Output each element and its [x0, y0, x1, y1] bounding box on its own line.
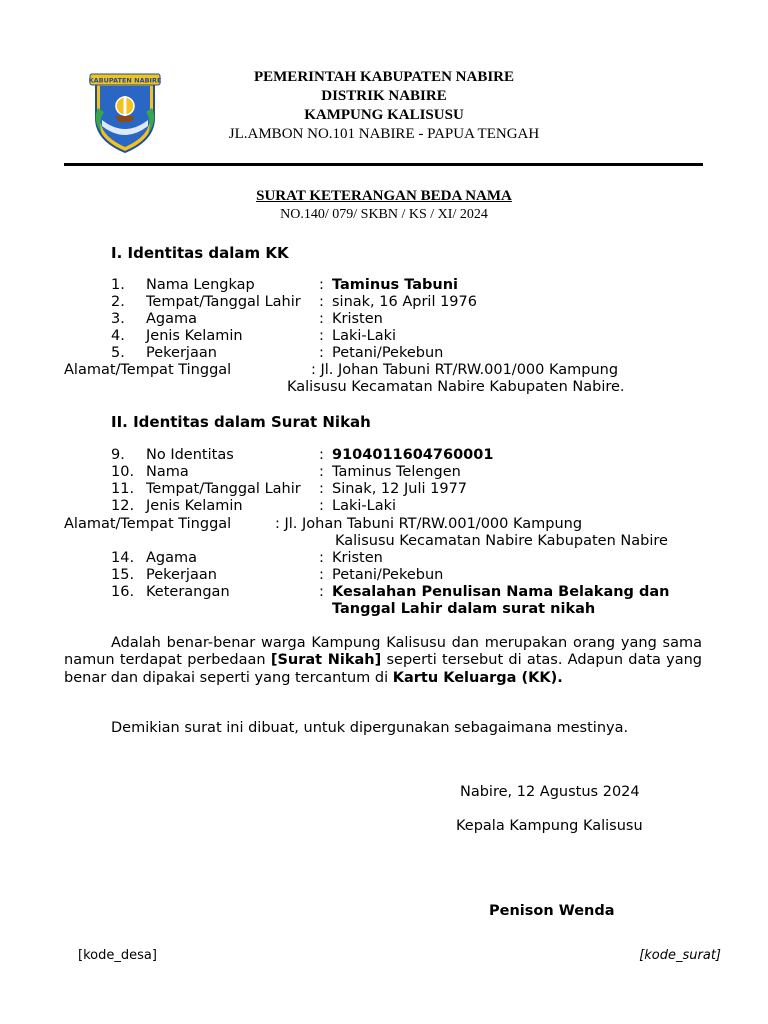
closing-paragraph: Demikian surat ini dibuat, untuk dipergunakan sebagaimana mestinya.: [111, 720, 629, 736]
marriage-id-number: 9104011604760001: [332, 447, 494, 463]
header-district: DISTRIK NABIRE: [321, 88, 447, 104]
footer-letter-code: [kode_surat]: [639, 948, 721, 963]
statement-paragraph: Adalah benar-benar warga Kampung Kalisusu dan merupakan orang yang sama namun terdapat perbedaan [Surat Nikah] seperti tersebut di atas. Adapun data yang benar dan dipakai seperti yang tercantum di Kartu Keluarga (KK).: [64, 635, 703, 686]
kk-address-line1: : Jl. Johan Tabuni RT/RW.001/000 Kampung: [311, 362, 619, 378]
section-marriage-heading: II. Identitas dalam Surat Nikah: [111, 413, 371, 431]
kk-address-line2: Kalisusu Kecamatan Nabire Kabupaten Nabire.: [287, 379, 625, 395]
remark-line2: Tanggal Lahir dalam surat nikah: [332, 601, 596, 617]
header-divider: [64, 163, 703, 166]
footer-village-code: [kode_desa]: [78, 948, 157, 963]
letter-title: SURAT KETERANGAN BEDA NAMA: [256, 188, 512, 204]
kk-address-label: Alamat/Tempat Tinggal: [64, 362, 232, 378]
header-address: JL.AMBON NO.101 NABIRE - PAPUA TENGAH: [228, 126, 540, 142]
emblem-banner-text: KABUPATEN NABIRE: [88, 76, 162, 85]
letter-number: NO.140/ 079/ SKBN / KS / XI/ 2024: [280, 207, 488, 222]
signatory-name: Penison Wenda: [489, 903, 615, 919]
header-village: KAMPUNG KALISUSU: [304, 107, 464, 123]
marriage-address-line1: : Jl. Johan Tabuni RT/RW.001/000 Kampung: [275, 516, 583, 532]
signature-position: Kepala Kampung Kalisusu: [456, 818, 643, 834]
marriage-address-label: Alamat/Tempat Tinggal: [64, 516, 232, 532]
remark-line1: Kesalahan Penulisan Nama Belakang dan: [332, 584, 670, 600]
signature-place-date: Nabire, 12 Agustus 2024: [460, 784, 640, 800]
marriage-address-line2: Kalisusu Kecamatan Nabire Kabupaten Nabire: [335, 533, 668, 549]
regency-emblem: [88, 68, 162, 154]
kk-full-name: Taminus Tabuni: [332, 277, 459, 293]
section-kk-heading: I. Identitas dalam KK: [111, 244, 289, 262]
header-government: PEMERINTAH KABUPATEN NABIRE: [253, 69, 515, 85]
